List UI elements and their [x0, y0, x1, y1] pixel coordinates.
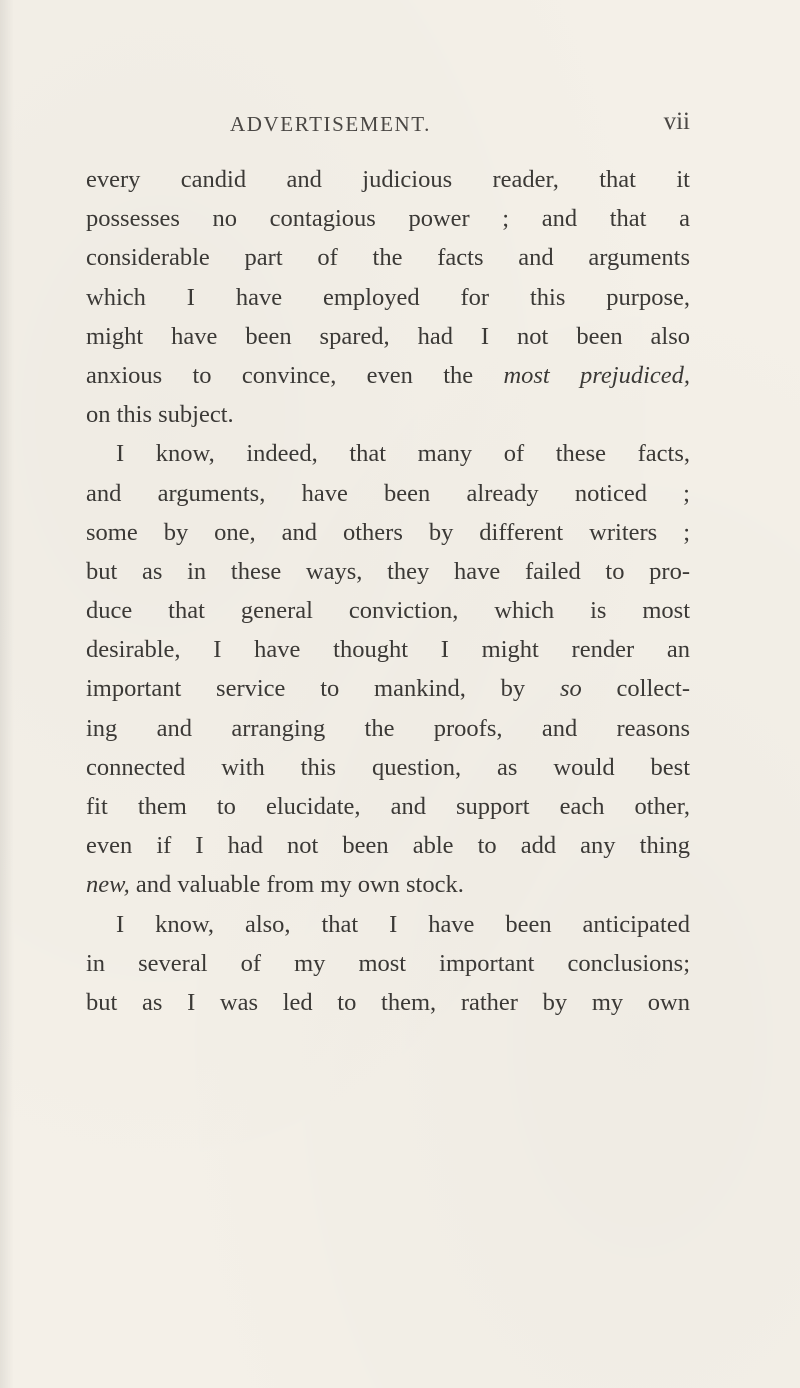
italic-word: so: [559, 675, 582, 703]
body-text: [86, 160, 690, 1022]
text-line: connected with this question, as would best: [86, 753, 690, 781]
text-line: which I have employed for this purpose,: [86, 283, 690, 311]
italic-phrase: most prejudiced,: [503, 361, 691, 389]
text-line: fit them to elucidate, and support each other,: [86, 793, 690, 820]
text-line: and arguments, have been already noticed ;: [86, 479, 690, 507]
text-segment: collect-: [616, 675, 690, 703]
text-line: might have been spared, had I not been also: [86, 322, 690, 350]
text-line: on this subject.: [86, 401, 234, 429]
text-line: I know, also, that I have been anticipated: [116, 910, 690, 938]
text-line: [86, 865, 690, 904]
text-line: desirable, I have thought I might render an: [86, 636, 690, 664]
text-line: duce that general conviction, which is most: [86, 597, 690, 625]
italic-word: new,: [86, 871, 130, 899]
text-line: [86, 356, 690, 395]
text-line: ing and arranging the proofs, and reasons: [86, 714, 690, 742]
text-line: [86, 669, 690, 708]
text-line: in several of my most important conclusions;: [86, 949, 690, 977]
running-head: ADVERTISEMENT.: [230, 112, 431, 136]
text-segment: anxious to convince, even the: [86, 361, 474, 389]
text-line: considerable part of the facts and arguments: [86, 244, 690, 272]
page-header: [86, 108, 690, 144]
text-segment: important service to mankind, by: [86, 675, 526, 703]
page-number: vii: [663, 108, 690, 135]
text-line: some by one, and others by different writers ;: [86, 518, 690, 546]
text-segment: and valuable from my own stock.: [135, 871, 464, 899]
page-gutter-shadow: [0, 0, 14, 1388]
text-line: but as I was led to them, rather by my own: [86, 988, 690, 1016]
text-line: I know, indeed, that many of these facts,: [116, 440, 690, 468]
text-line: possesses no contagious power ; and that a: [86, 205, 690, 233]
text-line: but as in these ways, they have failed to pro-: [86, 557, 690, 585]
text-line: every candid and judicious reader, that it: [86, 166, 690, 193]
text-line: even if I had not been able to add any thing: [86, 832, 690, 860]
